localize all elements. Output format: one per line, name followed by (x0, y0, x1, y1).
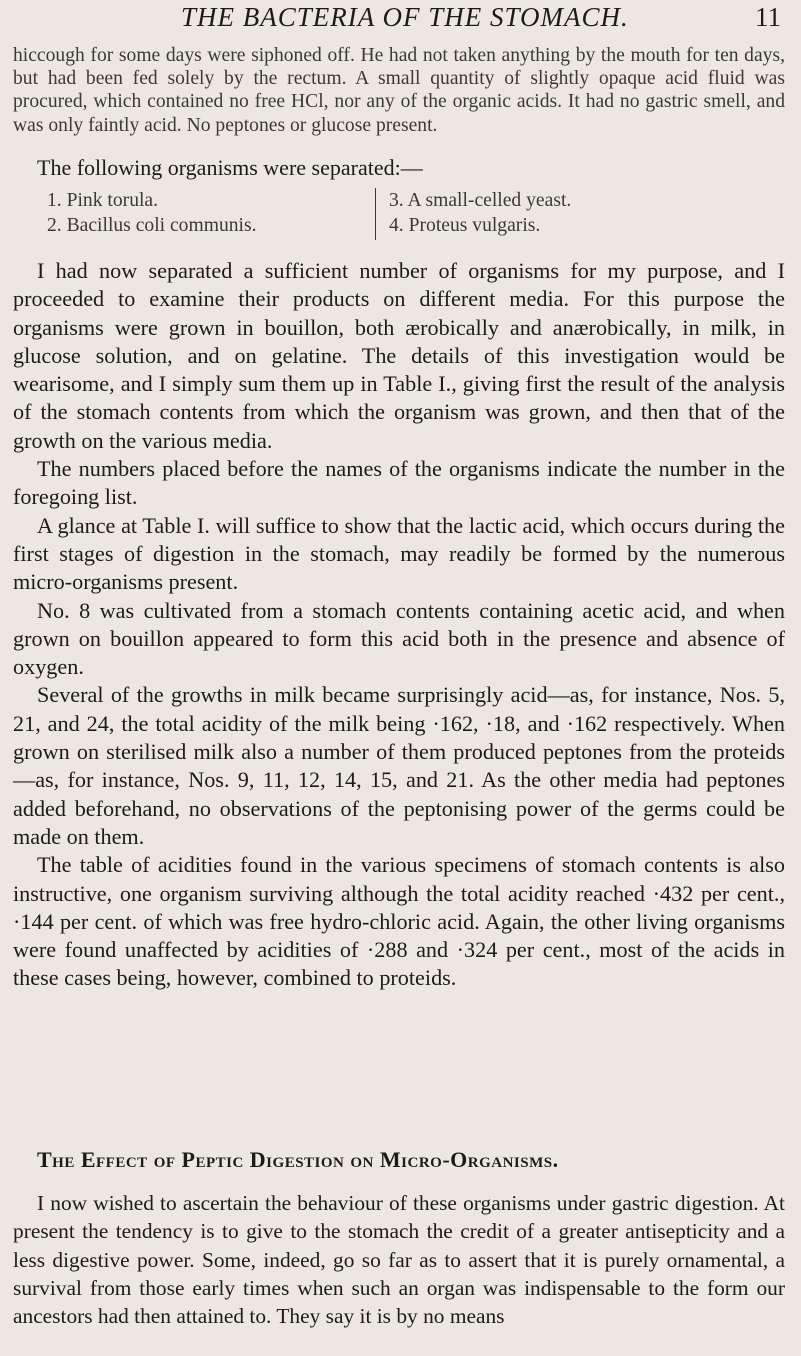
paragraph: Several of the growths in milk became surprisingly acid—as, for instance, Nos. 5, 21, and 24, the total acidity of the milk being ·162, ·18, and ·162 respectively. When grown on sterilised milk also a number of them produced peptones from the proteids—as, for instance, Nos. 9, 11, 12, 14, 15, and 21. As the other media had peptones added beforehand, no observations of the peptonising power of the germs could be made on them. (13, 682, 785, 849)
organisms-intro: The following organisms were separated:— (37, 155, 423, 180)
organism-column-left (47, 188, 257, 238)
organism-item: 2. Bacillus coli communis. (47, 215, 257, 236)
organism-item: 1. Pink torula. (47, 190, 159, 211)
case-note-paragraph: hiccough for some days were siphoned off. He had not taken anything by the mouth for ten days, but had been fed solely by the rectum. A small quantity of slightly opaque acid fluid was procured, which contained no free HCl, nor any of the organic acids. It had no gastric smell, and was only faintly acid. No peptones or glucose present. (13, 45, 785, 136)
paragraph: A glance at Table I. will suffice to show that the lactic acid, which occurs during the first stages of digestion in the stomach, may readily be formed by the numerous micro-organisms present. (13, 512, 785, 595)
paragraph: The numbers placed before the names of the organisms indicate the number in the foregoing list. (13, 456, 785, 510)
section-text (13, 1189, 785, 1330)
section-heading: The Effect of Peptic Digestion on Micro-Organisms. (37, 1147, 559, 1172)
organism-column-right (375, 188, 571, 240)
main-text (13, 257, 785, 993)
paragraph: The table of acidities found in the various specimens of stomach contents is also instructive, one organism surviving although the total acidity reached ·432 per cent., ·144 per cent. of which was free hydro-chloric acid. Again, the other living organisms were found unaffected by acidities of ·288 and ·324 per cent., most of the acids in these cases being, however, combined to proteids. (13, 852, 785, 991)
organism-item: 3. A small-celled yeast. (389, 190, 572, 211)
organism-list (47, 188, 767, 244)
page-number: 11 (755, 2, 781, 32)
organism-item: 4. Proteus vulgaris. (389, 215, 541, 236)
paragraph: I now wished to ascertain the behaviour of these organisms under gastric digestion. At present the tendency is to give to the stomach the credit of a greater antisepticity and a less digestive power. Some, indeed, go so far as to assert that it is purely ornamental, a survival from those early times when such an organ was indispensable to the form our ancestors had then attained to. They say it is by no means (13, 1191, 785, 1329)
running-title: THE BACTERIA OF THE STOMACH. (181, 2, 629, 32)
paragraph: I had now separated a sufficient number of organisms for my purpose, and I proceeded to examine their products on different media. For this purpose the organisms were grown in bouillon, both ærobically and anærobically, in milk, in glucose solution, and on gelatine. The details of this investigation would be wearisome, and I simply sum them up in Table I., giving first the result of the analysis of the stomach contents from which the organism was grown, and then that of the growth on the various media. (13, 258, 785, 453)
paragraph: No. 8 was cultivated from a stomach contents containing acetic acid, and when grown on bouillon appeared to form this acid both in the presence and absence of oxygen. (13, 597, 785, 680)
running-head (181, 2, 781, 38)
case-note (13, 44, 785, 137)
